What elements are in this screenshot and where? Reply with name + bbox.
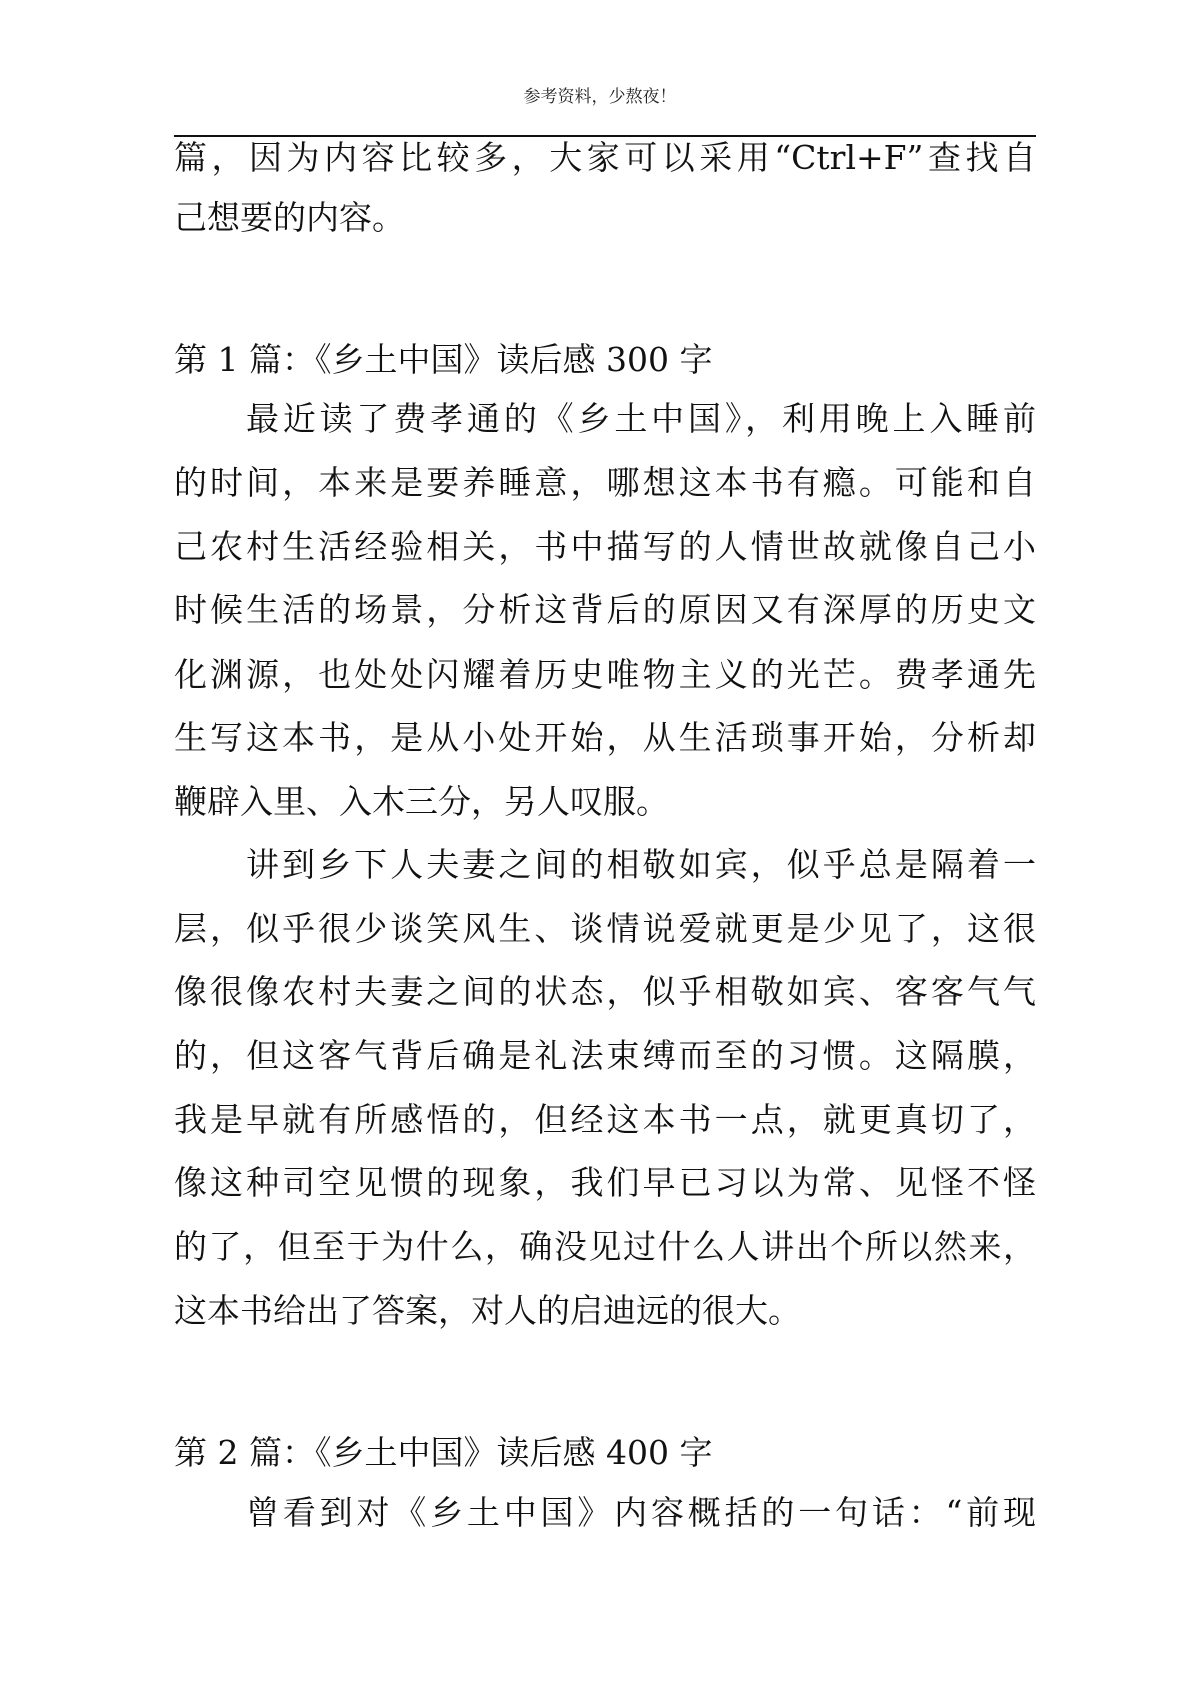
paragraph-line: 时候生活的场景，分析这背后的原因又有深厚的历史文 xyxy=(174,590,1036,629)
paragraph-line: 最近读了费孝通的《乡土中国》，利用晚上入睡前 xyxy=(246,399,1036,438)
paragraph-line: 层，似乎很少谈笑风生、谈情说爱就更是少见了，这很 xyxy=(174,909,1036,948)
paragraph-line: 生写这本书，是从小处开始，从生活琐事开始，分析却 xyxy=(174,718,1036,757)
paragraph-line: 的了，但至于为什么，确没见过什么人讲出个所以然来， xyxy=(174,1227,1036,1266)
paragraph-line: 像很像农村夫妻之间的状态，似乎相敬如宾、客客气气 xyxy=(174,972,1036,1011)
paragraph-line: 化渊源，也处处闪耀着历史唯物主义的光芒。费孝通先 xyxy=(174,655,1036,694)
page-header: 参考资料，少熬夜！ xyxy=(523,87,677,107)
intro-line: 篇，因为内容比较多，大家可以采用“Ctrl+F”查找自 xyxy=(174,138,1036,177)
section-heading: 第 1 篇：《乡土中国》读后感 300 字 xyxy=(174,340,713,379)
paragraph-line: 的，但这客气背后确是礼法束缚而至的习惯。这隔膜， xyxy=(174,1036,1036,1075)
paragraph-line: 曾看到对《乡土中国》内容概括的一句话：“前现 xyxy=(246,1493,1036,1532)
paragraph-line: 的时间，本来是要养睡意，哪想这本书有瘾。可能和自 xyxy=(174,463,1036,502)
paragraph-line: 己农村生活经验相关，书中描写的人情世故就像自己小 xyxy=(174,527,1036,566)
paragraph-line: 讲到乡下人夫妻之间的相敬如宾，似乎总是隔着一 xyxy=(246,845,1036,884)
intro-line: 己想要的内容。 xyxy=(174,198,405,237)
paragraph-line: 像这种司空见惯的现象，我们早已习以为常、见怪不怪 xyxy=(174,1163,1036,1202)
paragraph-line: 我是早就有所感悟的，但经这本书一点，就更真切了， xyxy=(174,1100,1036,1139)
section-heading: 第 2 篇：《乡土中国》读后感 400 字 xyxy=(174,1433,713,1472)
paragraph-line: 这本书给出了答案，对人的启迪远的很大。 xyxy=(174,1291,801,1330)
paragraph-line: 鞭辟入里、入木三分，另人叹服。 xyxy=(174,782,669,821)
